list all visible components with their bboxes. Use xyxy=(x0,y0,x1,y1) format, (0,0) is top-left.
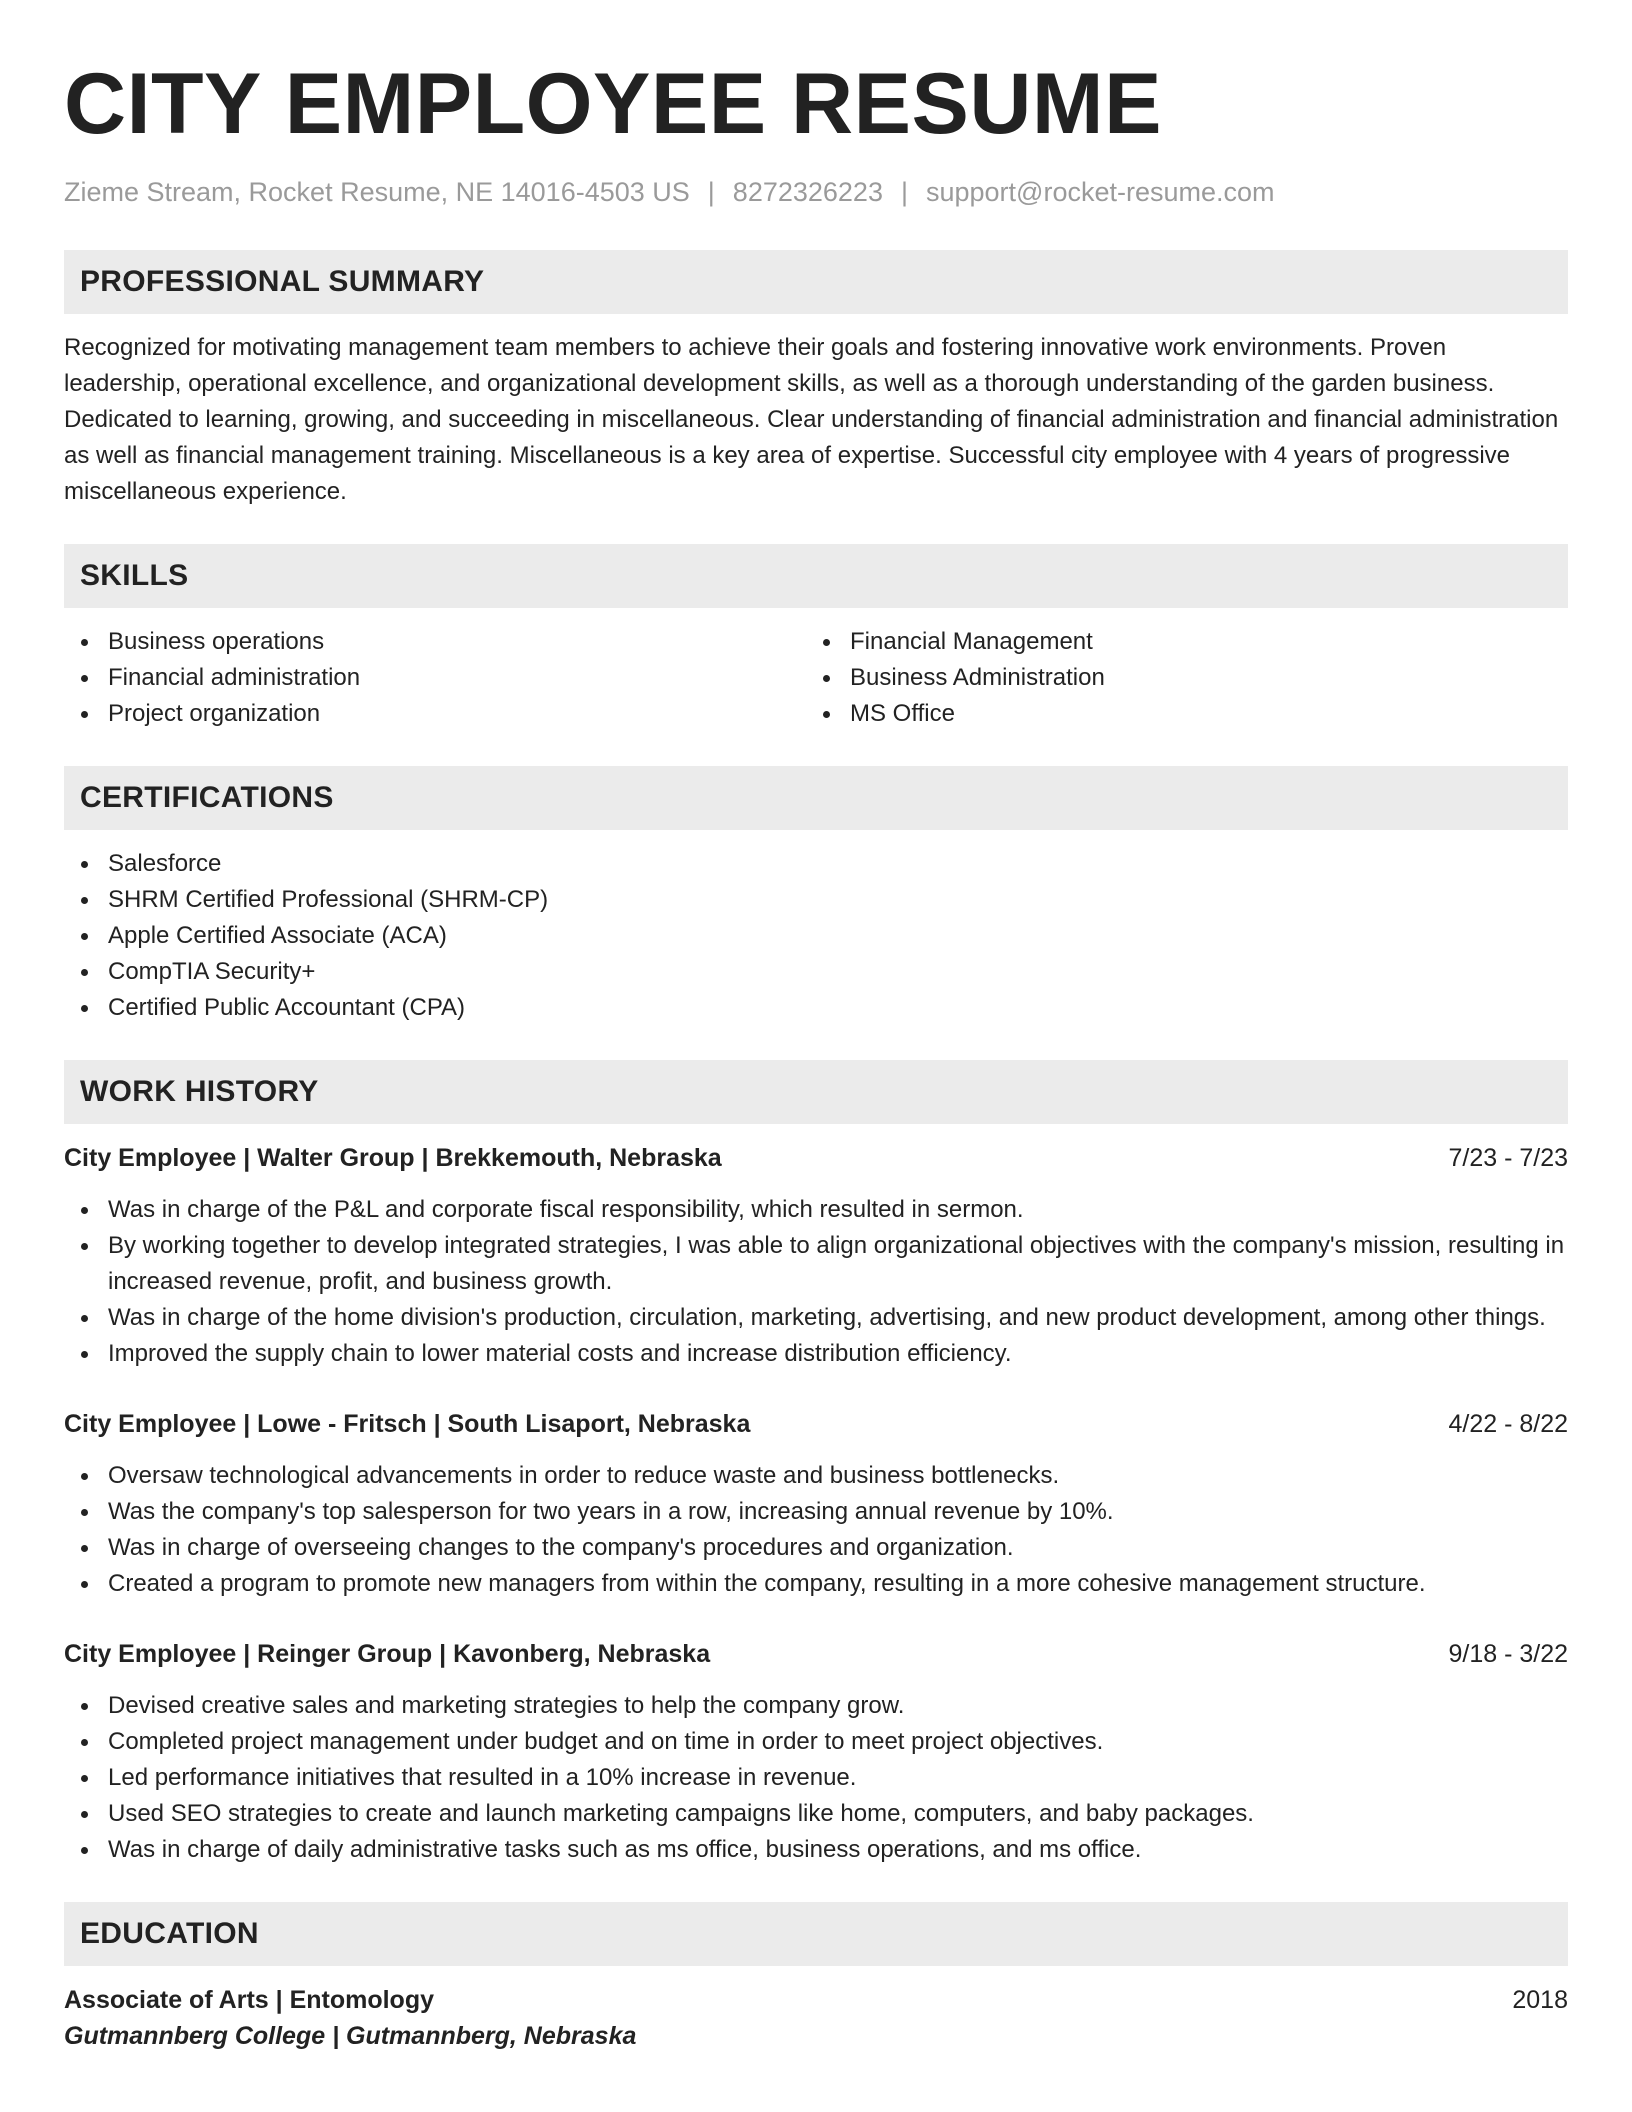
job-title: City Employee | Lowe - Fritsch | South Lisaport, Nebraska xyxy=(64,1410,751,1438)
skill-item: Financial administration xyxy=(64,660,806,696)
skill-item: Business operations xyxy=(64,624,806,660)
section-heading-skills: SKILLS xyxy=(64,544,1568,608)
skill-item: MS Office xyxy=(806,696,1548,732)
certification-item: Certified Public Accountant (CPA) xyxy=(64,990,1568,1026)
skill-item: Project organization xyxy=(64,696,806,732)
skills-grid xyxy=(64,624,1568,732)
job-bullet: Oversaw technological advancements in order to reduce waste and business bottlenecks. xyxy=(64,1458,1568,1494)
summary-text: Recognized for motivating management team members to achieve their goals and fostering innovative work environments. Proven leadership, operational excellence, and organizational development skills, as well as a thorough understanding of the garden business. Dedicated to learning, growing, and succeeding in miscellaneous. Clear understanding of financial administration and financial administration as well as financial management training. Miscellaneous is a key area of expertise. Successful city employee with 4 years of progressive miscellaneous experience. xyxy=(64,334,1559,505)
job-entry xyxy=(64,1140,1568,1372)
job-bullet: Used SEO strategies to create and launch marketing campaigns like home, computers, and baby packages. xyxy=(64,1796,1568,1832)
job-dates: 7/23 - 7/23 xyxy=(1448,1144,1568,1172)
contact-separator: | xyxy=(707,177,715,207)
job-bullet: Devised creative sales and marketing strategies to help the company grow. xyxy=(64,1688,1568,1724)
contact-address: Zieme Stream, Rocket Resume, NE 14016-4503 US xyxy=(64,177,690,207)
job-dates: 9/18 - 3/22 xyxy=(1448,1640,1568,1668)
job-bullet: Was in charge of overseeing changes to the company's procedures and organization. xyxy=(64,1530,1568,1566)
education-degree: Associate of Arts | Entomology xyxy=(64,1986,435,2014)
contact-email: support@rocket-resume.com xyxy=(925,177,1275,207)
certification-item: Salesforce xyxy=(64,846,1568,882)
certification-item: Apple Certified Associate (ACA) xyxy=(64,918,1568,954)
section-heading-work-history: WORK HISTORY xyxy=(64,1060,1568,1124)
job-title: City Employee | Reinger Group | Kavonberg, Nebraska xyxy=(64,1640,711,1668)
certification-item: CompTIA Security+ xyxy=(64,954,1568,990)
skills-column-left xyxy=(64,624,806,732)
job-bullet: By working together to develop integrated strategies, I was able to align organizational objectives with the company's mission, resulting in increased revenue, profit, and business growth. xyxy=(64,1228,1568,1300)
skills-column-right xyxy=(806,624,1548,732)
job-bullets xyxy=(64,1688,1568,1868)
certifications-list xyxy=(64,846,1568,1026)
job-bullets xyxy=(64,1458,1568,1602)
skill-item: Financial Management xyxy=(806,624,1548,660)
job-entry xyxy=(64,1406,1568,1602)
education-entry xyxy=(64,1982,1568,2054)
job-title: City Employee | Walter Group | Brekkemouth, Nebraska xyxy=(64,1144,722,1172)
job-bullet: Led performance initiatives that resulted in a 10% increase in revenue. xyxy=(64,1760,1568,1796)
contact-line xyxy=(64,174,1568,210)
job-header xyxy=(64,1406,1568,1442)
education-school: Gutmannberg College | Gutmannberg, Nebraska xyxy=(64,2022,637,2050)
section-heading-education: EDUCATION xyxy=(64,1902,1568,1966)
job-bullet: Was in charge of the home division's production, circulation, marketing, advertising, and new product development, among other things. xyxy=(64,1300,1568,1336)
skill-item: Business Administration xyxy=(806,660,1548,696)
job-bullet: Was in charge of the P&L and corporate fiscal responsibility, which resulted in sermon. xyxy=(64,1192,1568,1228)
job-bullet: Was in charge of daily administrative tasks such as ms office, business operations, and ms office. xyxy=(64,1832,1568,1868)
job-dates: 4/22 - 8/22 xyxy=(1448,1410,1568,1438)
education-header xyxy=(64,1982,1568,2018)
contact-separator: | xyxy=(900,177,908,207)
job-bullet: Improved the supply chain to lower material costs and increase distribution efficiency. xyxy=(64,1336,1568,1372)
job-entry xyxy=(64,1636,1568,1868)
job-bullet: Was the company's top salesperson for two years in a row, increasing annual revenue by 10%. xyxy=(64,1494,1568,1530)
job-bullets xyxy=(64,1192,1568,1372)
job-bullet: Created a program to promote new managers from within the company, resulting in a more cohesive management structure. xyxy=(64,1566,1568,1602)
resume-title: CITY EMPLOYEE RESUME xyxy=(64,56,1162,152)
education-year: 2018 xyxy=(1512,1986,1568,2014)
section-heading-summary: PROFESSIONAL SUMMARY xyxy=(64,250,1568,314)
job-header xyxy=(64,1636,1568,1672)
job-bullet: Completed project management under budget and on time in order to meet project objectives. xyxy=(64,1724,1568,1760)
section-heading-certifications: CERTIFICATIONS xyxy=(64,766,1568,830)
contact-phone: 8272326223 xyxy=(732,177,883,207)
job-header xyxy=(64,1140,1568,1176)
certification-item: SHRM Certified Professional (SHRM-CP) xyxy=(64,882,1568,918)
